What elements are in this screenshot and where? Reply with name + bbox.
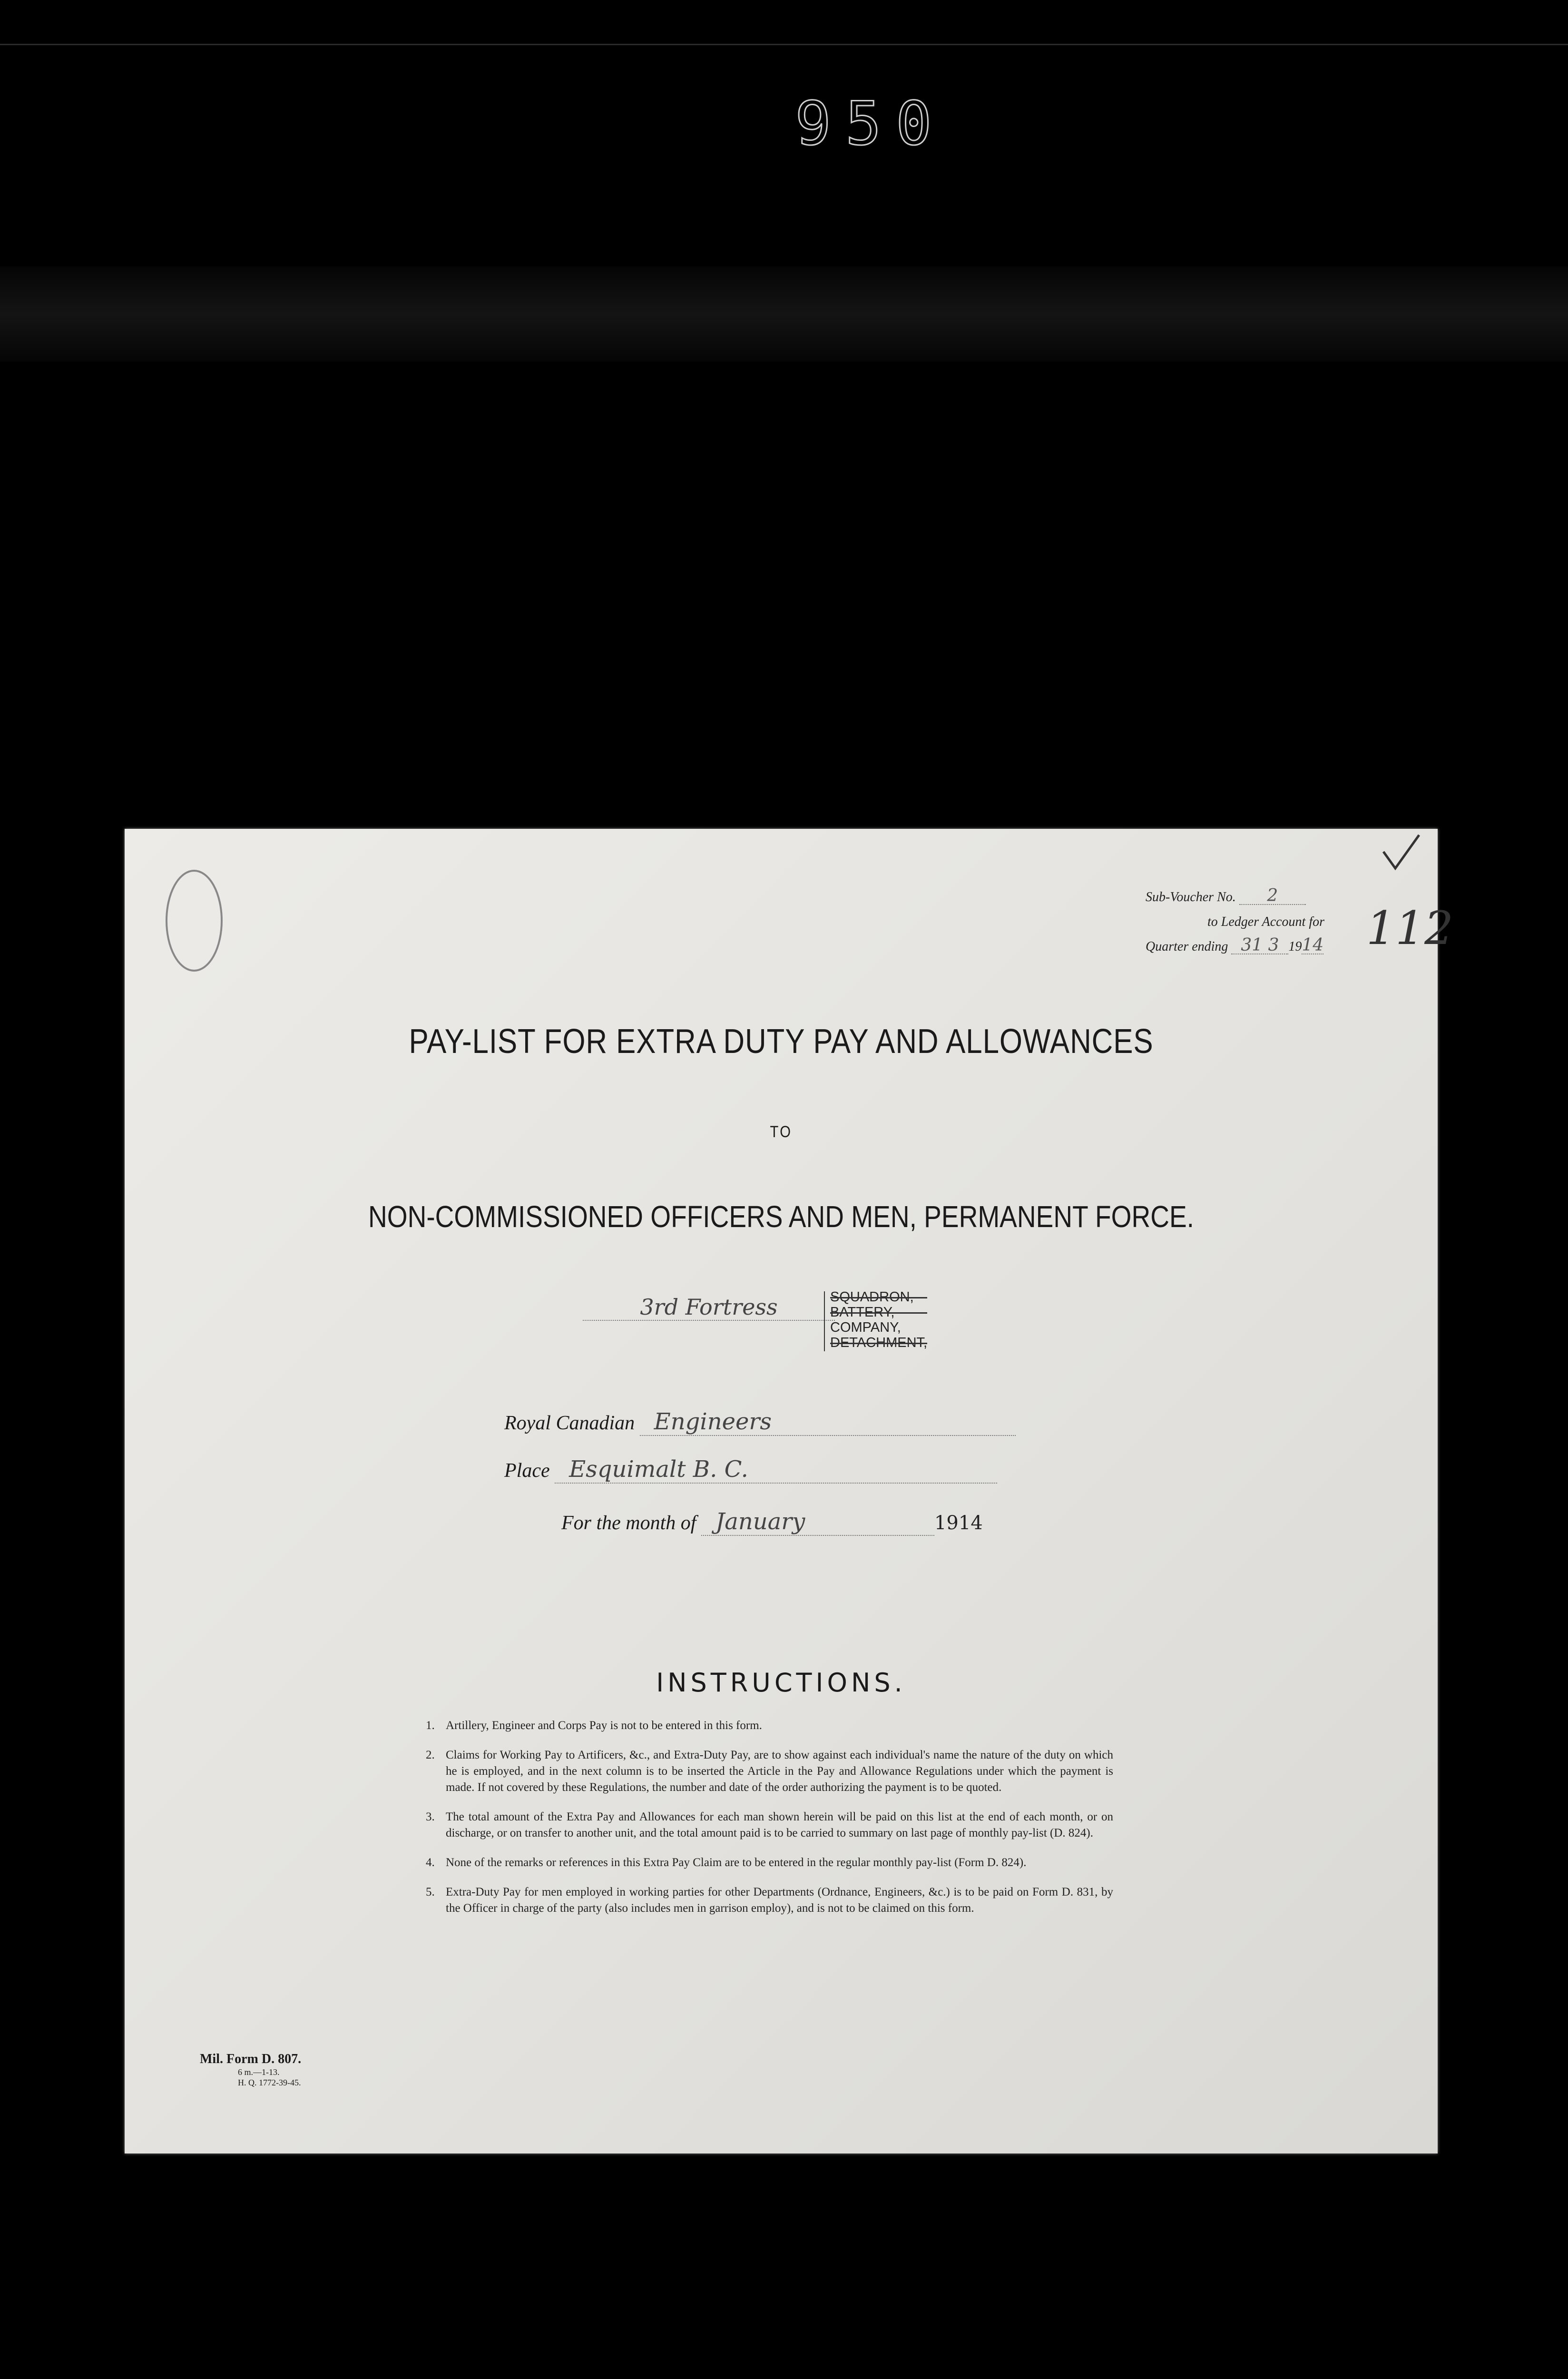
instruction-number: 5. <box>426 1886 435 1898</box>
ledger-label: to Ledger Account for <box>1207 914 1325 929</box>
instruction-text: The total amount of the Extra Pay and Allowances for each man shown herein will be paid on this list at the end of each month, or on discharge, or on transfer to another unit, and the total amount paid is to be carried to summary on last page of monthly pay-list (D. 824). <box>446 1810 1113 1839</box>
quarter-year-prefix: 19 <box>1288 939 1302 954</box>
page-subtitle: NON-COMMISSIONED OFFICERS AND MEN, PERMANENT FORCE. <box>368 1199 1194 1234</box>
ledger-row <box>1146 910 1324 934</box>
place-value: Esquimalt B. C. <box>555 1456 997 1484</box>
instruction-item <box>426 1884 1113 1917</box>
form-id-hq-ref: H. Q. 1772-39-45. <box>238 2078 301 2087</box>
sub-voucher-value: 2 <box>1239 888 1306 905</box>
instruction-item <box>426 1855 1113 1871</box>
instruction-text: Extra-Duty Pay for men employed in working parties for other Departments (Ordnance, Engineers, &c.) is to be paid on Form D. 831, by the Officer in charge of the party (also includes men in garrison employ), and is not to be claimed on this form. <box>446 1886 1113 1915</box>
instruction-item <box>426 1809 1113 1841</box>
royal-canadian-value: Engineers <box>640 1408 1016 1436</box>
month-year-prefix: 19 <box>934 1512 959 1534</box>
page-number-annotation: 112 <box>1366 902 1454 955</box>
instruction-text: Claims for Working Pay to Artificers, &c., and Extra-Duty Pay, are to show against each individual's name the nature of the duty on which he is employed, and in the next column is to be inserted the Article in the Pay and Allowance Regulations under which the payment is made. If not covered by these Regulations, the number and date of the order authorizing the payment is to be quoted. <box>446 1749 1113 1794</box>
film-band <box>0 266 1568 362</box>
quarter-label: Quarter ending <box>1146 939 1228 954</box>
checkmark-icon <box>1379 833 1421 875</box>
month-value: January <box>701 1508 934 1536</box>
quarter-row <box>1146 934 1324 959</box>
form-id-main: Mil. Form D. 807. <box>200 2052 302 2066</box>
handwritten-zero-mark <box>160 865 231 976</box>
place-field <box>504 1456 997 1484</box>
microfilm-frame-number: 950 <box>795 88 946 158</box>
unit-designation <box>583 1289 1058 1351</box>
instruction-number: 4. <box>426 1856 435 1869</box>
unit-handwritten: 3rd Fortress <box>583 1294 835 1321</box>
title-connector: TO <box>770 1123 793 1141</box>
sub-voucher-row <box>1146 885 1324 910</box>
film-edge-line <box>0 44 1568 45</box>
instruction-text: Artillery, Engineer and Corps Pay is not to be entered in this form. <box>446 1719 762 1732</box>
month-field <box>561 1508 983 1536</box>
instructions-list <box>426 1718 1113 1930</box>
instruction-number: 1. <box>426 1719 435 1732</box>
instruction-item <box>426 1718 1113 1734</box>
instruction-text: None of the remarks or references in this Extra Pay Claim are to be entered in the regular monthly pay-list (Form D. 824). <box>446 1856 1027 1869</box>
unit-bracket <box>824 1291 828 1351</box>
place-label: Place <box>504 1460 550 1482</box>
instructions-heading: INSTRUCTIONS. <box>656 1668 906 1698</box>
form-id-print-run: 6 m.—1-13. <box>238 2067 280 2077</box>
unit-type-company: COMPANY, <box>830 1320 901 1335</box>
unit-type-list <box>830 1289 927 1350</box>
unit-type-squadron: SQUADRON, <box>830 1289 927 1305</box>
form-identifier <box>200 2052 301 2088</box>
sub-voucher-label: Sub-Voucher No. <box>1146 890 1236 904</box>
instruction-number: 2. <box>426 1749 435 1761</box>
royal-canadian-label: Royal Canadian <box>504 1412 635 1434</box>
royal-canadian-field <box>504 1408 1016 1436</box>
quarter-year-value: 14 <box>1302 935 1324 955</box>
unit-type-detachment: DETACHMENT, <box>830 1335 928 1350</box>
month-label: For the month of <box>561 1512 696 1534</box>
instruction-number: 3. <box>426 1810 435 1823</box>
month-year-value: 14 <box>958 1512 983 1534</box>
page-title: PAY-LIST FOR EXTRA DUTY PAY AND ALLOWANCES <box>409 1022 1154 1061</box>
voucher-block <box>1146 885 1324 959</box>
unit-type-battery: BATTERY, <box>830 1305 927 1320</box>
quarter-value: 31 3 <box>1231 937 1288 954</box>
instruction-item <box>426 1747 1113 1796</box>
